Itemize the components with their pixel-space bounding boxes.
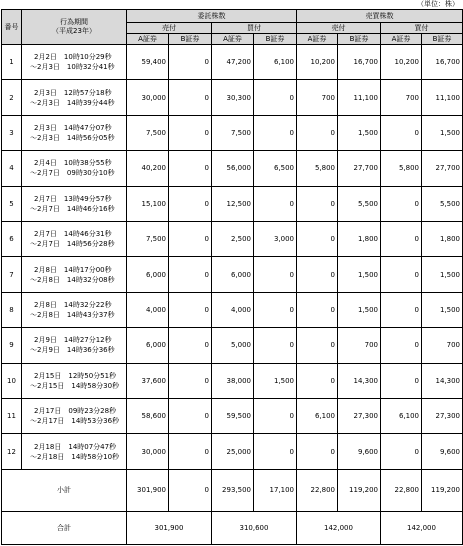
share-count-cell: 0: [381, 434, 422, 470]
table-row: [2, 222, 463, 257]
table-row: [2, 115, 463, 150]
share-count-cell: 0: [169, 399, 212, 434]
period-start: 2月15日 12時50分51秒: [34, 371, 117, 380]
share-count-cell: 0: [297, 115, 338, 150]
share-count-cell: 2,500: [212, 222, 254, 257]
header-period-sub: （平成23年）: [52, 27, 96, 35]
share-count-cell: 0: [254, 399, 297, 434]
subtotal-row: [2, 470, 463, 512]
period-start: 2月7日 13時49分57秒: [34, 194, 112, 203]
period-end: ～2月7日 14時56分28秒: [30, 240, 115, 249]
period-start: 2月8日 14時17分00秒: [34, 265, 112, 274]
subtotal-cell: 119,200: [338, 470, 381, 512]
share-count-cell: 6,100: [254, 45, 297, 80]
share-count-cell: 0: [381, 363, 422, 398]
period-end: ～2月8日 14時43分37秒: [30, 311, 115, 320]
row-period: [22, 115, 127, 150]
share-count-cell: 700: [422, 328, 463, 363]
period-end: ～2月7日 09時30分10秒: [30, 169, 115, 178]
share-count-cell: 56,000: [212, 151, 254, 186]
period-start: 2月8日 14時32分22秒: [34, 301, 112, 310]
row-number: 7: [2, 257, 22, 292]
subtotal-cell: 119,200: [422, 470, 463, 512]
share-count-cell: 16,700: [422, 45, 463, 80]
share-count-cell: 0: [254, 257, 297, 292]
share-count-cell: 0: [254, 434, 297, 470]
share-count-cell: 3,000: [254, 222, 297, 257]
share-count-cell: 6,500: [254, 151, 297, 186]
share-count-cell: 59,400: [127, 45, 169, 80]
row-period: [22, 151, 127, 186]
share-count-cell: 6,000: [127, 257, 169, 292]
table-row: [2, 45, 463, 80]
share-count-cell: 0: [381, 115, 422, 150]
share-count-cell: 30,000: [127, 80, 169, 115]
table-row: [2, 80, 463, 115]
total-cell: 310,600: [212, 511, 297, 544]
period-end: ～2月17日 14時53分36秒: [30, 417, 120, 426]
row-number: 1: [2, 45, 22, 80]
period-start: 2月3日 12時57分18秒: [34, 88, 112, 97]
row-period: [22, 45, 127, 80]
share-count-cell: 30,000: [127, 434, 169, 470]
share-count-cell: 0: [169, 257, 212, 292]
share-count-cell: 1,500: [338, 292, 381, 327]
header-own-buy: 買付: [381, 23, 463, 34]
share-count-cell: 0: [169, 292, 212, 327]
row-number: 5: [2, 186, 22, 221]
share-count-cell: 0: [169, 186, 212, 221]
share-count-cell: 0: [254, 80, 297, 115]
share-count-cell: 11,100: [422, 80, 463, 115]
share-count-cell: 40,200: [127, 151, 169, 186]
table-row: [2, 257, 463, 292]
row-period: [22, 434, 127, 470]
share-count-cell: 0: [381, 186, 422, 221]
share-count-cell: 58,600: [127, 399, 169, 434]
period-start: 2月9日 14時27分12秒: [34, 336, 112, 345]
share-count-cell: 700: [297, 80, 338, 115]
row-period: [22, 399, 127, 434]
row-number: 3: [2, 115, 22, 150]
table-row: [2, 151, 463, 186]
share-count-cell: 0: [169, 115, 212, 150]
share-count-cell: 0: [297, 257, 338, 292]
trading-table: [1, 9, 463, 545]
period-start: 2月7日 14時46分31秒: [34, 230, 112, 239]
share-count-cell: 30,300: [212, 80, 254, 115]
table-row: [2, 186, 463, 221]
header-consign-buy: 買付: [212, 23, 297, 34]
share-count-cell: 47,200: [212, 45, 254, 80]
row-period: [22, 186, 127, 221]
period-start: 2月18日 14時07分47秒: [34, 442, 117, 451]
share-count-cell: 0: [297, 186, 338, 221]
period-start: 2月2日 10時10分29秒: [34, 53, 112, 62]
share-count-cell: 27,700: [338, 151, 381, 186]
header-a: A証券: [127, 34, 169, 45]
unit-note: （単位：株）: [417, 0, 459, 8]
share-count-cell: 27,300: [338, 399, 381, 434]
row-period: [22, 222, 127, 257]
header-own: 売買株数: [297, 10, 463, 23]
total-label: 合計: [2, 511, 127, 544]
total-cell: 142,000: [381, 511, 463, 544]
row-number: 11: [2, 399, 22, 434]
row-number: 2: [2, 80, 22, 115]
table-row: [2, 363, 463, 398]
share-count-cell: 6,100: [381, 399, 422, 434]
row-number: 12: [2, 434, 22, 470]
period-start: 2月17日 09時23分28秒: [34, 407, 117, 416]
table-row: [2, 399, 463, 434]
row-period: [22, 80, 127, 115]
subtotal-cell: 22,800: [381, 470, 422, 512]
period-end: ～2月8日 14時32分08秒: [30, 275, 115, 284]
header-consign: 委託株数: [127, 10, 297, 23]
share-count-cell: 0: [169, 222, 212, 257]
share-count-cell: 4,000: [127, 292, 169, 327]
subtotal-cell: 22,800: [297, 470, 338, 512]
share-count-cell: 0: [381, 257, 422, 292]
share-count-cell: 6,000: [127, 328, 169, 363]
header-b: B証券: [254, 34, 297, 45]
period-start: 2月3日 14時47分07秒: [34, 124, 112, 133]
header-period: [22, 10, 127, 45]
share-count-cell: 0: [297, 434, 338, 470]
row-number: 9: [2, 328, 22, 363]
header-period-label: 行為期間: [60, 18, 88, 26]
row-period: [22, 328, 127, 363]
row-number: 6: [2, 222, 22, 257]
share-count-cell: 5,800: [381, 151, 422, 186]
row-period: [22, 363, 127, 398]
share-count-cell: 0: [169, 45, 212, 80]
period-end: ～2月3日 14時56分05秒: [30, 134, 115, 143]
table-row: [2, 328, 463, 363]
share-count-cell: 59,500: [212, 399, 254, 434]
share-count-cell: 700: [338, 328, 381, 363]
share-count-cell: 0: [169, 363, 212, 398]
share-count-cell: 37,600: [127, 363, 169, 398]
period-end: ～2月3日 10時32分41秒: [30, 63, 115, 72]
share-count-cell: 5,500: [338, 186, 381, 221]
share-count-cell: 0: [254, 292, 297, 327]
row-number: 4: [2, 151, 22, 186]
period-end: ～2月3日 14時39分44秒: [30, 98, 115, 107]
share-count-cell: 0: [381, 222, 422, 257]
share-count-cell: 14,300: [422, 363, 463, 398]
header-a: A証券: [381, 34, 422, 45]
header-b: B証券: [338, 34, 381, 45]
share-count-cell: 1,500: [338, 115, 381, 150]
header-b: B証券: [422, 34, 463, 45]
total-cell: 142,000: [297, 511, 381, 544]
table-row: [2, 292, 463, 327]
period-end: ～2月18日 14時58分10秒: [30, 452, 120, 461]
share-count-cell: 1,800: [338, 222, 381, 257]
subtotal-cell: 301,900: [127, 470, 169, 512]
share-count-cell: 38,000: [212, 363, 254, 398]
subtotal-label: 小計: [2, 470, 127, 512]
share-count-cell: 9,600: [338, 434, 381, 470]
header-consign-sell: 売付: [127, 23, 212, 34]
share-count-cell: 0: [254, 115, 297, 150]
share-count-cell: 0: [169, 434, 212, 470]
share-count-cell: 1,500: [422, 257, 463, 292]
share-count-cell: 1,500: [254, 363, 297, 398]
share-count-cell: 0: [254, 186, 297, 221]
header-no: 番号: [2, 10, 22, 45]
table-row: [2, 434, 463, 470]
share-count-cell: 0: [297, 222, 338, 257]
share-count-cell: 12,500: [212, 186, 254, 221]
share-count-cell: 0: [297, 292, 338, 327]
share-count-cell: 14,300: [338, 363, 381, 398]
share-count-cell: 0: [169, 328, 212, 363]
share-count-cell: 16,700: [338, 45, 381, 80]
share-count-cell: 27,700: [422, 151, 463, 186]
share-count-cell: 27,300: [422, 399, 463, 434]
share-count-cell: 0: [381, 292, 422, 327]
subtotal-cell: 17,100: [254, 470, 297, 512]
share-count-cell: 0: [254, 328, 297, 363]
share-count-cell: 25,000: [212, 434, 254, 470]
total-cell: 301,900: [127, 511, 212, 544]
share-count-cell: 11,100: [338, 80, 381, 115]
share-count-cell: 6,100: [297, 399, 338, 434]
share-count-cell: 5,800: [297, 151, 338, 186]
share-count-cell: 0: [381, 328, 422, 363]
share-count-cell: 0: [169, 151, 212, 186]
header-a: A証券: [297, 34, 338, 45]
share-count-cell: 1,500: [422, 115, 463, 150]
share-count-cell: 0: [169, 80, 212, 115]
header-a: A証券: [212, 34, 254, 45]
share-count-cell: 5,500: [422, 186, 463, 221]
row-period: [22, 292, 127, 327]
subtotal-cell: 293,500: [212, 470, 254, 512]
share-count-cell: 0: [297, 328, 338, 363]
share-count-cell: 7,500: [212, 115, 254, 150]
share-count-cell: 10,200: [297, 45, 338, 80]
share-count-cell: 10,200: [381, 45, 422, 80]
share-count-cell: 4,000: [212, 292, 254, 327]
header-own-sell: 売付: [297, 23, 381, 34]
share-count-cell: 9,600: [422, 434, 463, 470]
period-end: ～2月15日 14時58分30秒: [30, 381, 120, 390]
share-count-cell: 7,500: [127, 115, 169, 150]
header-b: B証券: [169, 34, 212, 45]
share-count-cell: 1,500: [338, 257, 381, 292]
share-count-cell: 7,500: [127, 222, 169, 257]
total-row: [2, 511, 463, 544]
row-period: [22, 257, 127, 292]
share-count-cell: 0: [297, 363, 338, 398]
period-end: ～2月9日 14時36分36秒: [30, 346, 115, 355]
share-count-cell: 1,500: [422, 292, 463, 327]
share-count-cell: 5,000: [212, 328, 254, 363]
share-count-cell: 15,100: [127, 186, 169, 221]
subtotal-cell: 0: [169, 470, 212, 512]
row-number: 10: [2, 363, 22, 398]
row-number: 8: [2, 292, 22, 327]
share-count-cell: 6,000: [212, 257, 254, 292]
share-count-cell: 700: [381, 80, 422, 115]
period-end: ～2月7日 14時46分16秒: [30, 204, 115, 213]
period-start: 2月4日 10時38分55秒: [34, 159, 112, 168]
share-count-cell: 1,800: [422, 222, 463, 257]
